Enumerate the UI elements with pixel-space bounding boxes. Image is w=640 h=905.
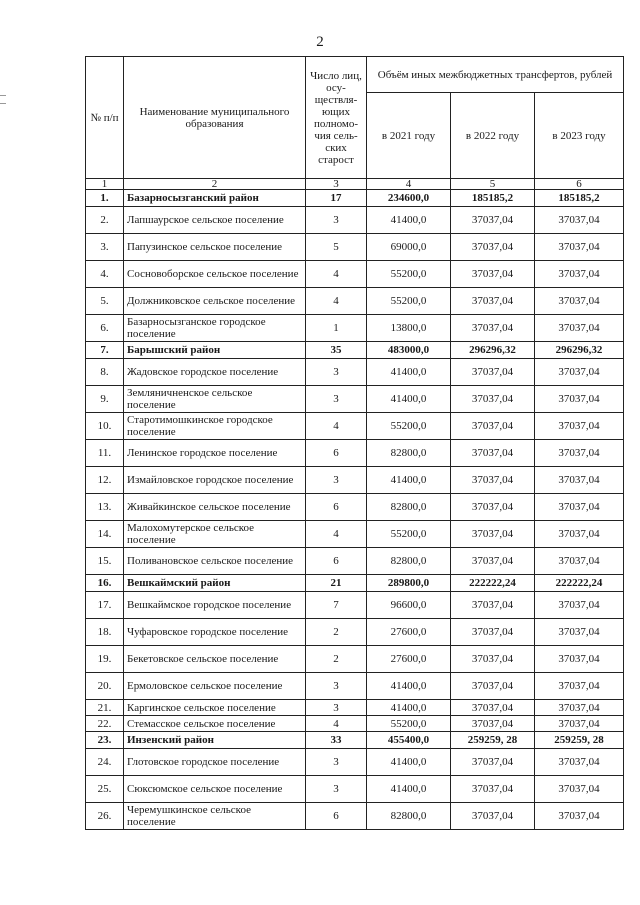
row-number: 25. xyxy=(86,776,124,803)
row-count: 4 xyxy=(306,413,367,440)
row-count: 33 xyxy=(306,732,367,749)
row-value-2022: 37037,04 xyxy=(451,315,535,342)
row-count: 3 xyxy=(306,359,367,386)
row-value-2023: 37037,04 xyxy=(535,234,624,261)
row-name: Старотимошкинское городское поселение xyxy=(124,413,306,440)
row-count: 3 xyxy=(306,467,367,494)
row-value-2023: 37037,04 xyxy=(535,440,624,467)
row-count: 2 xyxy=(306,646,367,673)
row-number: 15. xyxy=(86,548,124,575)
row-value-2021: 96600,0 xyxy=(367,592,451,619)
row-value-2021: 41400,0 xyxy=(367,776,451,803)
row-count: 3 xyxy=(306,673,367,700)
row-number: 20. xyxy=(86,673,124,700)
table-row xyxy=(86,673,624,700)
row-value-2023: 37037,04 xyxy=(535,494,624,521)
row-number: 19. xyxy=(86,646,124,673)
row-number: 12. xyxy=(86,467,124,494)
row-value-2022: 37037,04 xyxy=(451,467,535,494)
row-number: 18. xyxy=(86,619,124,646)
row-value-2021: 82800,0 xyxy=(367,494,451,521)
row-name: Ленинское городское поселение xyxy=(124,440,306,467)
column-numbers-row xyxy=(86,179,624,190)
row-number: 7. xyxy=(86,342,124,359)
row-value-2023: 259259, 28 xyxy=(535,732,624,749)
row-value-2022: 37037,04 xyxy=(451,646,535,673)
table-row xyxy=(86,261,624,288)
page-number: 2 xyxy=(316,34,324,50)
row-count: 35 xyxy=(306,342,367,359)
row-value-2022: 37037,04 xyxy=(451,716,535,732)
row-name: Черемушкинское сельское поселение xyxy=(124,803,306,830)
row-number: 14. xyxy=(86,521,124,548)
row-value-2021: 455400,0 xyxy=(367,732,451,749)
row-value-2021: 289800,0 xyxy=(367,575,451,592)
row-number: 8. xyxy=(86,359,124,386)
row-name: Чуфаровское городское поселение xyxy=(124,619,306,646)
table-row xyxy=(86,521,624,548)
row-value-2022: 37037,04 xyxy=(451,440,535,467)
row-value-2021: 82800,0 xyxy=(367,440,451,467)
column-number: 3 xyxy=(306,179,367,190)
row-count: 3 xyxy=(306,749,367,776)
row-value-2023: 37037,04 xyxy=(535,700,624,716)
table-row xyxy=(86,190,624,207)
row-name: Поливановское сельское поселение xyxy=(124,548,306,575)
row-value-2023: 37037,04 xyxy=(535,548,624,575)
row-value-2023: 37037,04 xyxy=(535,776,624,803)
row-value-2021: 41400,0 xyxy=(367,749,451,776)
table-row xyxy=(86,359,624,386)
row-value-2021: 41400,0 xyxy=(367,700,451,716)
row-value-2022: 37037,04 xyxy=(451,776,535,803)
row-number: 22. xyxy=(86,716,124,732)
table-row xyxy=(86,646,624,673)
table-row xyxy=(86,619,624,646)
column-number: 6 xyxy=(535,179,624,190)
table-row xyxy=(86,207,624,234)
table-row xyxy=(86,700,624,716)
row-name: Лапшаурское сельское поселение xyxy=(124,207,306,234)
row-name: Ермоловское сельское поселение xyxy=(124,673,306,700)
row-value-2022: 259259, 28 xyxy=(451,732,535,749)
row-value-2022: 37037,04 xyxy=(451,673,535,700)
row-name: Стемасское сельское поселение xyxy=(124,716,306,732)
row-value-2022: 37037,04 xyxy=(451,521,535,548)
row-name: Барышский район xyxy=(124,342,306,359)
row-value-2022: 37037,04 xyxy=(451,207,535,234)
table-row xyxy=(86,548,624,575)
row-value-2022: 37037,04 xyxy=(451,359,535,386)
margin-mark xyxy=(0,95,6,96)
row-count: 21 xyxy=(306,575,367,592)
row-value-2021: 27600,0 xyxy=(367,646,451,673)
row-value-2023: 222222,24 xyxy=(535,575,624,592)
transfers-table xyxy=(85,56,624,830)
row-value-2021: 13800,0 xyxy=(367,315,451,342)
table-row xyxy=(86,467,624,494)
row-value-2023: 37037,04 xyxy=(535,646,624,673)
table-row xyxy=(86,776,624,803)
row-name: Сосновоборское сельское поселение xyxy=(124,261,306,288)
header-2021: в 2021 году xyxy=(367,93,451,179)
row-value-2022: 37037,04 xyxy=(451,548,535,575)
row-number: 1. xyxy=(86,190,124,207)
row-value-2022: 37037,04 xyxy=(451,700,535,716)
row-count: 6 xyxy=(306,440,367,467)
row-value-2022: 185185,2 xyxy=(451,190,535,207)
row-value-2023: 37037,04 xyxy=(535,359,624,386)
row-value-2023: 185185,2 xyxy=(535,190,624,207)
row-value-2023: 37037,04 xyxy=(535,592,624,619)
table-row xyxy=(86,494,624,521)
row-count: 4 xyxy=(306,521,367,548)
table-row xyxy=(86,315,624,342)
row-count: 2 xyxy=(306,619,367,646)
row-value-2021: 82800,0 xyxy=(367,548,451,575)
row-name: Папузинское сельское поселение xyxy=(124,234,306,261)
row-value-2021: 41400,0 xyxy=(367,207,451,234)
row-value-2022: 37037,04 xyxy=(451,592,535,619)
row-value-2022: 37037,04 xyxy=(451,288,535,315)
row-value-2023: 37037,04 xyxy=(535,673,624,700)
table-row xyxy=(86,732,624,749)
row-name: Каргинское сельское поселение xyxy=(124,700,306,716)
row-value-2022: 37037,04 xyxy=(451,386,535,413)
row-name: Измайловское городское поселение xyxy=(124,467,306,494)
header-2023: в 2023 году xyxy=(535,93,624,179)
row-value-2023: 37037,04 xyxy=(535,207,624,234)
row-name: Бекетовское сельское поселение xyxy=(124,646,306,673)
table-row xyxy=(86,440,624,467)
header-name: Наименование муниципального образования xyxy=(124,57,306,179)
row-value-2022: 37037,04 xyxy=(451,261,535,288)
row-number: 9. xyxy=(86,386,124,413)
header-volume-group: Объём иных межбюджетных трансфертов, рублей xyxy=(367,57,624,93)
row-value-2021: 55200,0 xyxy=(367,288,451,315)
row-number: 24. xyxy=(86,749,124,776)
row-count: 5 xyxy=(306,234,367,261)
row-value-2021: 483000,0 xyxy=(367,342,451,359)
row-value-2022: 296296,32 xyxy=(451,342,535,359)
table-row xyxy=(86,342,624,359)
row-value-2021: 82800,0 xyxy=(367,803,451,830)
row-number: 6. xyxy=(86,315,124,342)
row-number: 17. xyxy=(86,592,124,619)
row-number: 13. xyxy=(86,494,124,521)
row-value-2021: 27600,0 xyxy=(367,619,451,646)
margin-mark xyxy=(0,103,6,104)
row-name: Жадовское городское поселение xyxy=(124,359,306,386)
column-number: 2 xyxy=(124,179,306,190)
row-number: 5. xyxy=(86,288,124,315)
row-name: Сюксюмское сельское поселение xyxy=(124,776,306,803)
column-number: 4 xyxy=(367,179,451,190)
row-number: 4. xyxy=(86,261,124,288)
row-name: Должниковское сельское поселение xyxy=(124,288,306,315)
row-value-2021: 55200,0 xyxy=(367,716,451,732)
table-row xyxy=(86,716,624,732)
row-number: 10. xyxy=(86,413,124,440)
row-value-2023: 37037,04 xyxy=(535,521,624,548)
row-number: 23. xyxy=(86,732,124,749)
row-number: 16. xyxy=(86,575,124,592)
row-value-2021: 234600,0 xyxy=(367,190,451,207)
row-value-2022: 37037,04 xyxy=(451,749,535,776)
row-value-2023: 37037,04 xyxy=(535,467,624,494)
row-count: 6 xyxy=(306,803,367,830)
row-count: 6 xyxy=(306,494,367,521)
row-name: Земляничненское сельское поселение xyxy=(124,386,306,413)
table-row xyxy=(86,234,624,261)
header-no: № п/п xyxy=(86,57,124,179)
row-value-2021: 55200,0 xyxy=(367,261,451,288)
row-value-2023: 37037,04 xyxy=(535,386,624,413)
row-value-2021: 41400,0 xyxy=(367,386,451,413)
row-value-2023: 37037,04 xyxy=(535,288,624,315)
row-value-2022: 37037,04 xyxy=(451,803,535,830)
row-value-2022: 37037,04 xyxy=(451,234,535,261)
row-number: 3. xyxy=(86,234,124,261)
row-value-2023: 37037,04 xyxy=(535,261,624,288)
row-count: 3 xyxy=(306,776,367,803)
row-value-2023: 37037,04 xyxy=(535,619,624,646)
row-value-2022: 37037,04 xyxy=(451,619,535,646)
row-value-2023: 37037,04 xyxy=(535,315,624,342)
row-value-2023: 37037,04 xyxy=(535,803,624,830)
row-name: Базарносызганский район xyxy=(124,190,306,207)
row-value-2023: 296296,32 xyxy=(535,342,624,359)
table-row xyxy=(86,575,624,592)
row-count: 7 xyxy=(306,592,367,619)
table-row xyxy=(86,413,624,440)
row-name: Базарносызганское городское поселение xyxy=(124,315,306,342)
row-count: 4 xyxy=(306,261,367,288)
row-number: 21. xyxy=(86,700,124,716)
column-number: 5 xyxy=(451,179,535,190)
row-name: Малохомутерское сельское поселение xyxy=(124,521,306,548)
table-row xyxy=(86,749,624,776)
row-name: Вешкаймское городское поселение xyxy=(124,592,306,619)
row-value-2021: 55200,0 xyxy=(367,521,451,548)
row-value-2023: 37037,04 xyxy=(535,413,624,440)
row-count: 17 xyxy=(306,190,367,207)
row-count: 1 xyxy=(306,315,367,342)
row-number: 26. xyxy=(86,803,124,830)
row-count: 6 xyxy=(306,548,367,575)
row-name: Живайкинское сельское поселение xyxy=(124,494,306,521)
row-count: 3 xyxy=(306,386,367,413)
row-value-2021: 69000,0 xyxy=(367,234,451,261)
row-name: Инзенский район xyxy=(124,732,306,749)
row-name: Глотовское городское поселение xyxy=(124,749,306,776)
table-row xyxy=(86,592,624,619)
header-2022: в 2022 году xyxy=(451,93,535,179)
row-value-2023: 37037,04 xyxy=(535,749,624,776)
row-count: 4 xyxy=(306,288,367,315)
row-count: 4 xyxy=(306,716,367,732)
row-number: 11. xyxy=(86,440,124,467)
row-value-2022: 222222,24 xyxy=(451,575,535,592)
row-value-2022: 37037,04 xyxy=(451,413,535,440)
row-value-2023: 37037,04 xyxy=(535,716,624,732)
row-name: Вешкаймский район xyxy=(124,575,306,592)
row-value-2022: 37037,04 xyxy=(451,494,535,521)
row-value-2021: 41400,0 xyxy=(367,467,451,494)
row-count: 3 xyxy=(306,700,367,716)
header-count: Число лиц, осу-ществля-ющих полномо-чия сель-ских старост xyxy=(306,57,367,179)
row-value-2021: 41400,0 xyxy=(367,359,451,386)
row-value-2021: 41400,0 xyxy=(367,673,451,700)
row-number: 2. xyxy=(86,207,124,234)
row-count: 3 xyxy=(306,207,367,234)
row-value-2021: 55200,0 xyxy=(367,413,451,440)
column-number: 1 xyxy=(86,179,124,190)
table-row xyxy=(86,288,624,315)
table-row xyxy=(86,803,624,830)
table-row xyxy=(86,386,624,413)
